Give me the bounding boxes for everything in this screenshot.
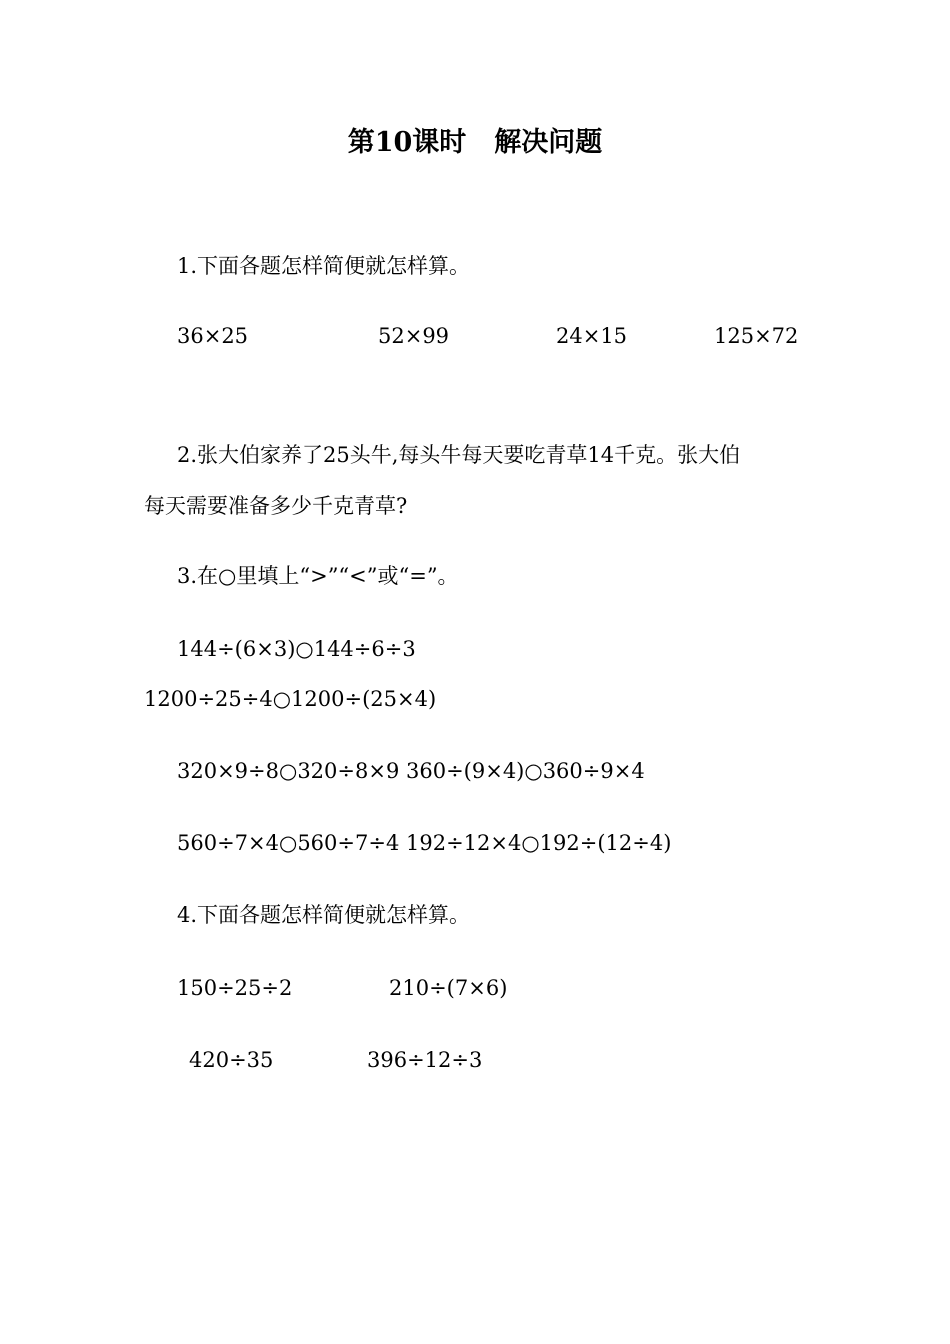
comparison-row: 144÷(6×3)○144÷6÷3 [177,637,416,661]
question-4-item: 396÷12÷3 [367,1048,483,1072]
lesson-topic: 解决问题 [494,127,603,158]
question-1-item: 52×99 [378,324,450,348]
page-title [0,126,950,160]
question-2-line-2: 每天需要准备多少千克青草? [144,494,408,518]
comparison-row: 560÷7×4○560÷7÷4 192÷12×4○192÷(12÷4) [177,831,672,855]
question-2-line-1: 2.张大伯家养了25头牛,每头牛每天要吃青草14千克。张大伯 [177,443,741,467]
question-1-item: 36×25 [177,324,249,348]
lesson-number: 第10课时 [347,127,467,158]
question-4-item: 420÷35 [189,1048,274,1072]
question-4-item: 150÷25÷2 [177,976,293,1000]
comparison-row: 320×9÷8○320÷8×9 360÷(9×4)○360÷9×4 [177,759,645,783]
question-1-heading: 1.下面各题怎样简便就怎样算。 [177,254,471,278]
comparison-row: 1200÷25÷4○1200÷(25×4) [144,687,437,711]
question-3-heading: 3.在○里填上“>”“<”或“=”。 [177,564,459,588]
question-1-item: 24×15 [556,324,628,348]
question-4-heading: 4.下面各题怎样简便就怎样算。 [177,903,471,927]
question-4-item: 210÷(7×6) [389,976,508,1000]
question-1-item: 125×72 [714,324,799,348]
